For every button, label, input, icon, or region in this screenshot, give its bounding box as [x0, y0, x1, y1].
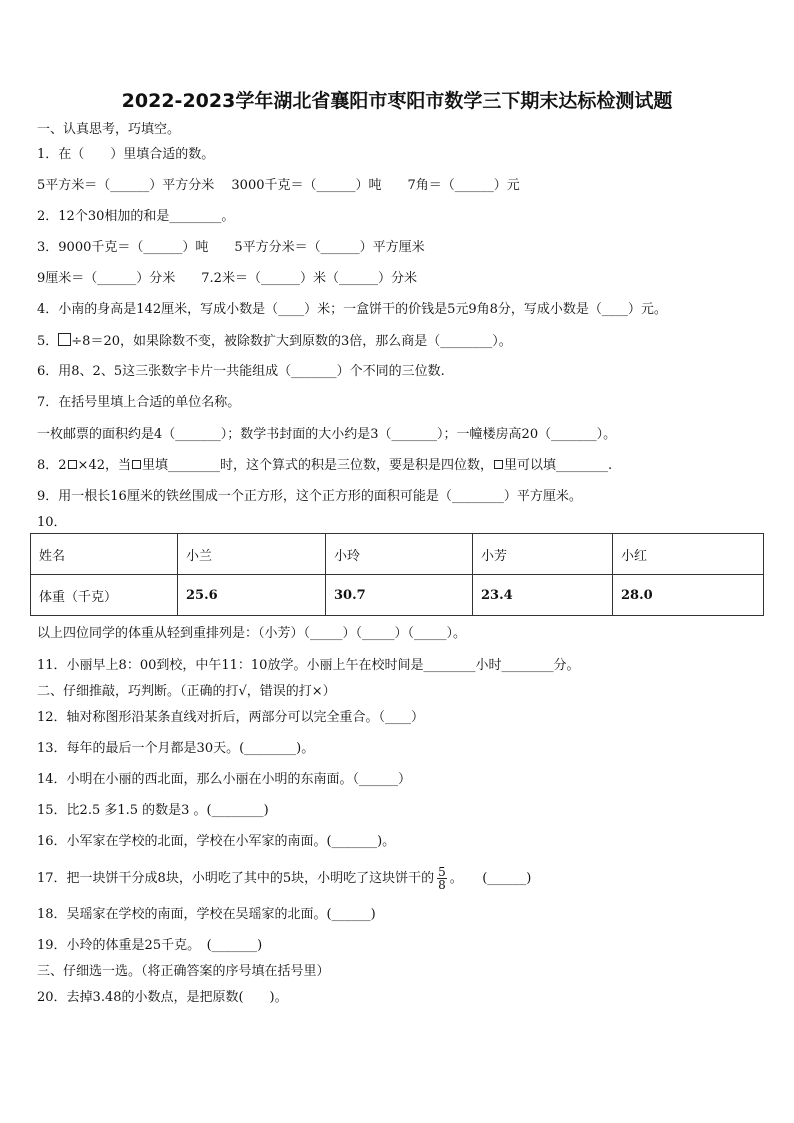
- question-4: 4．小南的身高是142厘米，写成小数是（____）米；一盒饼干的价钱是5元9角8分，写成小数是（____）元。: [37, 302, 667, 317]
- question-17-blank: 。 (______): [449, 871, 532, 886]
- question-6: 6．用8、2、5这三张数字卡片一共能组成（_______）个不同的三位数.: [37, 364, 445, 379]
- fraction: [437, 866, 447, 891]
- question-10-answer: 以上四位同学的体重从轻到重排列是：（小芳）（_____）（_____）（_____）。: [37, 626, 467, 641]
- table-cell: 23.4: [473, 575, 613, 616]
- question-13: 13．每年的最后一个月都是30天。(________)。: [37, 741, 315, 756]
- table-cell: 小红: [613, 534, 764, 575]
- question-16: 16．小军家在学校的北面，学校在小军家的南面。(_______)。: [37, 834, 396, 849]
- question-10: 10．: [37, 515, 67, 530]
- question-8-part-d: 里可以填________.: [504, 458, 613, 473]
- question-14: 14．小明在小丽的西北面，那么小丽在小明的东南面。（______）: [37, 772, 412, 787]
- question-17-text: 17．把一块饼干分成8块，小明吃了其中的5块，小明吃了这块饼干的: [37, 871, 435, 886]
- table-cell: 28.0: [613, 575, 764, 616]
- small-box-icon: [132, 460, 141, 469]
- question-1: 1．在（ ）里填合适的数。: [37, 147, 215, 162]
- table-cell: 小芳: [473, 534, 613, 575]
- question-3-items: 9厘米＝（______）分米 7.2米＝（______）米（______）分米: [37, 271, 417, 286]
- question-5-number: 5．: [37, 334, 59, 349]
- question-9: 9．用一根长16厘米的铁丝围成一个正方形，这个正方形的面积可能是（________）平方厘米。: [37, 489, 582, 504]
- section-2-heading: 二、仔细推敲，巧判断。（正确的打√，错误的打×）: [37, 684, 336, 699]
- question-8-part-a: 8．2: [37, 458, 67, 473]
- weight-table: [30, 533, 764, 616]
- question-5: [37, 333, 512, 350]
- table-cell: 体重（千克）: [31, 575, 178, 616]
- table-row: [31, 575, 764, 616]
- section-3-heading: 三、仔细选一选。（将正确答案的序号填在括号里）: [37, 964, 330, 979]
- small-box-icon: [494, 460, 503, 469]
- question-7: 7．在括号里填上合适的单位名称。: [37, 395, 241, 410]
- question-18: 18．吴瑶家在学校的南面，学校在吴瑶家的北面。(______): [37, 907, 376, 922]
- question-8: [37, 458, 612, 474]
- table-cell: 小兰: [178, 534, 326, 575]
- question-8-part-b: ×42，当: [77, 458, 131, 473]
- table-cell: 25.6: [178, 575, 326, 616]
- question-15: 15．比2.5 多1.5 的数是3 。(________): [37, 803, 269, 818]
- table-header-row: [31, 534, 764, 575]
- question-7-items: 一枚邮票的面积约是4（_______）；数学书封面的大小约是3（_______）；一幢楼房高20（_______）。: [37, 427, 617, 442]
- question-11: 11．小丽早上8：00到校，中午11：10放学。小丽上午在校时间是________小时________分。: [37, 658, 580, 673]
- question-12: 12．轴对称图形沿某条直线对折后，两部分可以完全重合。（____）: [37, 710, 425, 725]
- table-cell: 30.7: [326, 575, 473, 616]
- question-20: 20．去掉3.48的小数点，是把原数( )。: [37, 990, 288, 1005]
- question-8-part-c: 里填________时，这个算式的积是三位数，要是积是四位数，: [141, 458, 493, 473]
- blank-box-icon: [58, 333, 71, 346]
- small-box-icon: [68, 460, 77, 469]
- fraction-numerator: 5: [438, 865, 446, 879]
- section-1-heading: 一、认真思考，巧填空。: [37, 122, 181, 137]
- question-3: 3．9000千克＝（______）吨 5平方分米＝（______）平方厘米: [37, 240, 425, 255]
- question-17: [37, 866, 531, 892]
- question-5-text: ÷8＝20，如果除数不变，被除数扩大到原数的3倍，那么商是（________）。: [71, 334, 512, 349]
- page-title: 2022-2023学年湖北省襄阳市枣阳市数学三下期末达标检测试题: [121, 90, 673, 112]
- question-1-items: 5平方米＝（______）平方分米 3000千克＝（______）吨 7角＝（______）元: [37, 178, 520, 193]
- table-cell: 小玲: [326, 534, 473, 575]
- question-19: 19．小玲的体重是25千克。 (_______): [37, 938, 263, 953]
- fraction-denominator: 8: [438, 878, 446, 892]
- question-2: 2．12个30相加的和是________。: [37, 209, 235, 224]
- table-cell: 姓名: [31, 534, 178, 575]
